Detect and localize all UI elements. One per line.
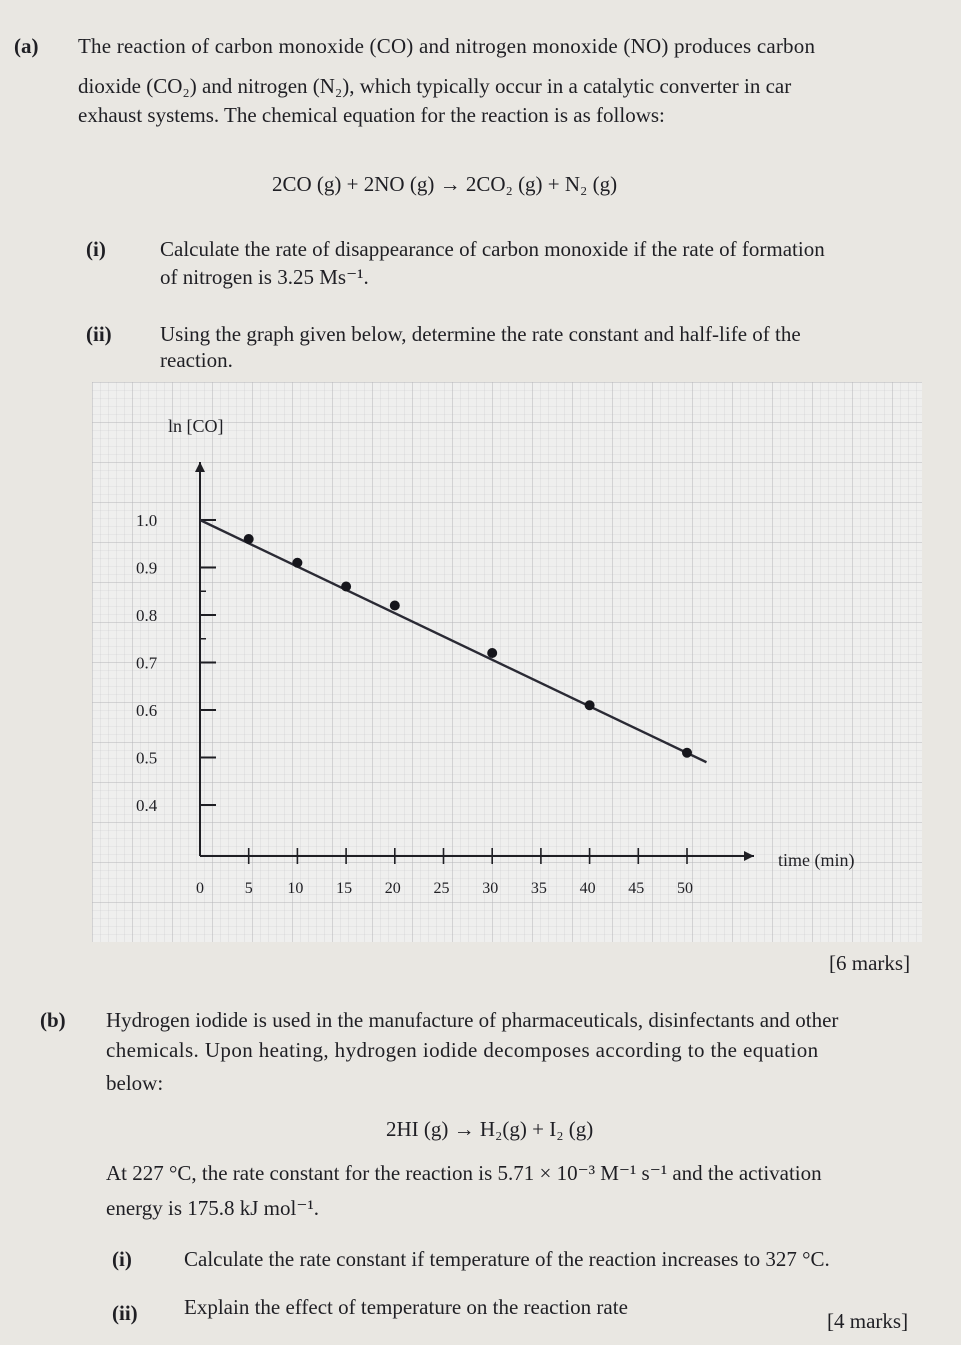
part-b-intro-line1: Hydrogen iodide is used in the manufacture of pharmaceuticals, disinfectants and other [106,1008,839,1032]
part-b-equation: 2HI (g) → H₂(g) + I₂ (g) [386,1117,594,1141]
part-b-q1-label: (i) [112,1247,132,1271]
part-b-q2-label: (ii) [112,1301,138,1325]
part-b-given-line2: energy is 175.8 kJ mol⁻¹. [106,1196,319,1220]
y-tick-label: 0.7 [136,653,158,673]
part-a-q1-line2: of nitrogen is 3.25 Ms⁻¹. [160,265,369,289]
part-b-given-line1: At 227 °C, the rate constant for the reaction is 5.71 × 10⁻³ M⁻¹ s⁻¹ and the activation [106,1161,822,1185]
part-a-equation: 2CO (g) + 2NO (g) → 2CO₂ (g) + N₂ (g) [272,172,618,196]
part-b-marks: [4 marks] [827,1309,909,1333]
part-a-label: (a) [14,34,39,58]
part-b-q1-text: Calculate the rate constant if temperature of the reaction increases to 327 °C. [184,1247,830,1271]
part-b-intro-line2: chemicals. Upon heating, hydrogen iodide decomposes according to the equation [106,1038,819,1062]
y-axis-title: ln [CO] [168,416,224,436]
data-point [487,648,497,658]
graph-panel [92,382,922,942]
part-a-q2-label: (ii) [86,322,112,346]
part-a-intro-line1: The reaction of carbon monoxide (CO) and nitrogen monoxide (NO) produces carbon [78,34,816,58]
part-a-intro-line2: dioxide (CO₂) and nitrogen (N₂), which typically occur in a catalytic converter in car [78,74,792,98]
x-tick-label: 15 [336,880,353,897]
part-a-intro-line3: exhaust systems. The chemical equation for the reaction is as follows: [78,103,665,127]
part-b-label: (b) [40,1008,66,1032]
data-point [292,558,302,568]
data-point [341,582,351,592]
data-point [585,700,595,710]
x-tick-label: 20 [384,880,401,897]
x-tick-label: 5 [244,880,253,897]
x-tick-label: 45 [628,880,645,897]
y-tick-label: 0.6 [136,701,158,720]
data-point [390,601,400,611]
y-tick-label: 0.8 [136,606,158,625]
part-a-marks: [6 marks] [829,951,911,975]
part-a-q2-line2: reaction. [160,348,233,372]
y-tick-label: 0.5 [136,748,158,768]
data-point [244,534,254,544]
part-b-q2-text: Explain the effect of temperature on the reaction rate [184,1295,628,1319]
data-point [682,748,692,758]
ln-co-vs-time-chart [92,382,922,942]
x-axis-title: time (min) [778,850,855,870]
part-a-q2-line1: Using the graph given below, determine the rate constant and half-life of the [160,322,801,346]
x-tick-label: 35 [530,880,547,897]
part-a-q1-line1: Calculate the rate of disappearance of carbon monoxide if the rate of formation [160,237,825,261]
part-b-intro-line3: below: [106,1071,164,1095]
y-tick-label: 1.0 [136,511,158,530]
x-tick-label: 40 [579,880,596,897]
x-tick-label: 10 [287,880,304,897]
x-tick-label: 50 [677,880,693,897]
y-tick-label: 0.9 [136,558,158,578]
y-tick-label: 0.4 [136,796,158,815]
part-a-q1-label: (i) [86,237,106,261]
x-tick-label: 25 [433,880,450,897]
x-tick-label: 0 [196,880,204,897]
x-tick-label: 30 [482,880,499,897]
